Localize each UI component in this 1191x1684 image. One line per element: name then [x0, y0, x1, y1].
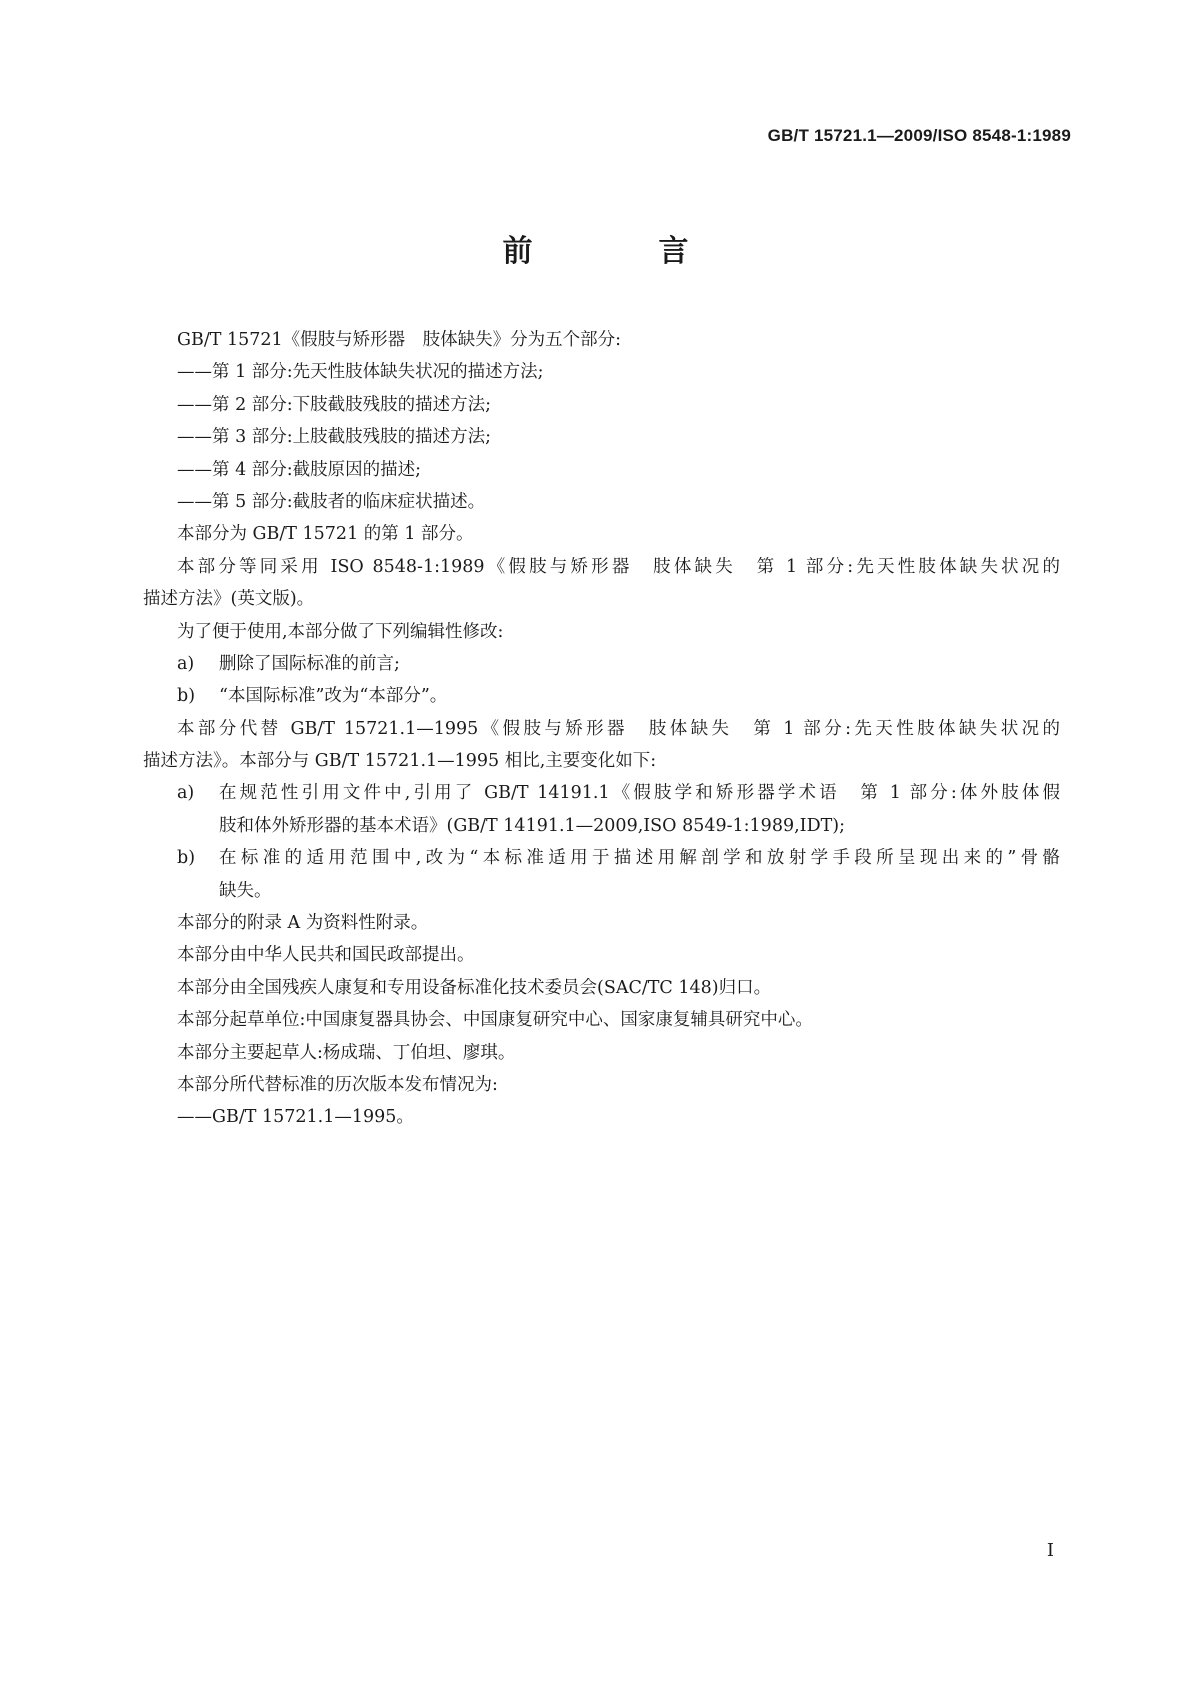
paragraph-replaces-line2: 描述方法》。本部分与 GB/T 15721.1—1995 相比,主要变化如下:	[143, 751, 657, 772]
foreword-body	[143, 324, 1060, 1134]
part-list-item: ——第 5 部分:截肢者的临床症状描述。	[177, 491, 486, 512]
change-list-item	[177, 842, 1060, 874]
paragraph-part-number: 本部分为 GB/T 15721 的第 1 部分。	[177, 524, 474, 545]
paragraph-drafters: 本部分主要起草人:杨成瑞、丁伯坦、廖琪。	[177, 1042, 516, 1063]
list-marker: b)	[177, 848, 196, 869]
part-list-item: ——第 4 部分:截肢原因的描述;	[177, 459, 422, 480]
part-list-item: ——第 2 部分:下肢截肢残肢的描述方法;	[177, 394, 492, 415]
paragraph-proposer: 本部分由中华人民共和国民政部提出。	[177, 945, 475, 966]
list-text: “本国际标准”改为“本部分”。	[219, 686, 448, 707]
edit-list-item	[177, 680, 1060, 712]
paragraph-history-intro: 本部分所代替标准的历次版本发布情况为:	[177, 1074, 498, 1095]
list-text-line2: 肢和体外矫形器的基本术语》(GB/T 14191.1—2009,ISO 8549-1:1989,IDT);	[219, 815, 845, 836]
list-text-line2: 缺失。	[219, 880, 272, 901]
list-text-line1: 在标准的适用范围中,改为“本标准适用于描述用解剖学和放射学手段所呈现出来的”骨骼	[219, 848, 1060, 869]
paragraph-committee: 本部分由全国残疾人康复和专用设备标准化技术委员会(SAC/TC 148)归口。	[177, 977, 772, 998]
paragraph-parts-intro: GB/T 15721《假肢与矫形器 肢体缺失》分为五个部分:	[177, 330, 622, 350]
part-list-item: ——第 3 部分:上肢截肢残肢的描述方法;	[177, 427, 492, 448]
list-marker: a)	[177, 653, 195, 674]
part-list-item: ——第 1 部分:先天性肢体缺失状况的描述方法;	[177, 362, 544, 383]
paragraph-adoption-line1: 本部分等同采用 ISO 8548-1:1989《假肢与矫形器 肢体缺失 第 1 部分:先天性肢体缺失状况的	[177, 556, 1060, 577]
paragraph-replaces-line1: 本部分代替 GB/T 15721.1—1995《假肢与矫形器 肢体缺失 第 1 部分:先天性肢体缺失状况的	[177, 718, 1060, 739]
list-marker: a)	[177, 783, 195, 804]
page-number: I	[1046, 1540, 1054, 1561]
history-list-item: ——GB/T 15721.1—1995。	[177, 1107, 414, 1128]
list-text: 删除了国际标准的前言;	[219, 653, 400, 674]
list-marker: b)	[177, 686, 196, 707]
page-title: 前 言	[502, 234, 737, 269]
paragraph-edits-intro: 为了便于使用,本部分做了下列编辑性修改:	[177, 621, 504, 642]
list-text-line1: 在规范性引用文件中,引用了 GB/T 14191.1《假肢学和矫形器学术语 第 1 部分:体外肢体假	[219, 783, 1060, 804]
paragraph-annex: 本部分的附录 A 为资料性附录。	[177, 913, 429, 934]
paragraph-adoption-line2: 描述方法》(英文版)。	[143, 589, 315, 610]
change-list-item	[177, 777, 1060, 809]
standard-code-header: GB/T 15721.1—2009/ISO 8548-1:1989	[767, 126, 1071, 145]
paragraph-drafting-units: 本部分起草单位:中国康复器具协会、中国康复研究中心、国家康复辅具研究中心。	[177, 1010, 813, 1031]
edit-list-item	[177, 648, 1060, 680]
